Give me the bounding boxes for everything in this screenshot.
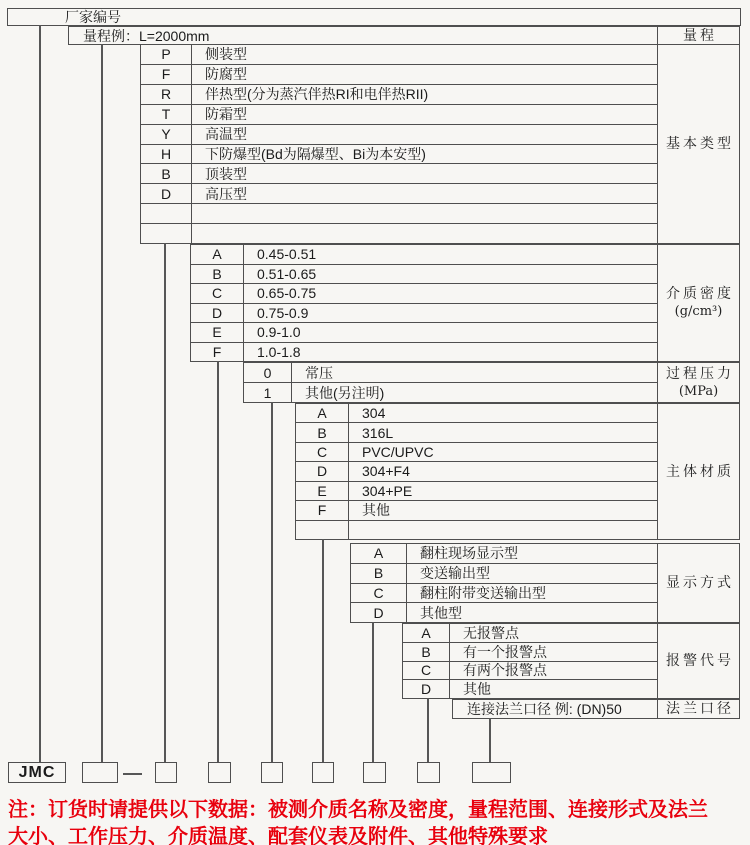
table-row bbox=[351, 563, 658, 583]
connector-line-density bbox=[217, 361, 219, 762]
code-box-alarm bbox=[417, 762, 440, 783]
code-box-pressure bbox=[261, 762, 283, 783]
desc-cell: 防腐型 bbox=[205, 66, 247, 83]
code-cell bbox=[296, 521, 349, 539]
ordering-note-line2: 大小、工作压力、介质温度、配套仪表及附件、其他特殊要求 bbox=[8, 826, 548, 845]
range-row bbox=[68, 26, 659, 45]
table-row bbox=[191, 303, 658, 323]
table-row bbox=[141, 183, 658, 203]
table-row bbox=[191, 283, 658, 303]
section-basic-type bbox=[140, 44, 659, 244]
table-row bbox=[141, 64, 658, 84]
section-display-mode bbox=[350, 543, 659, 623]
range-example-label: 量程例：L=2000mm bbox=[83, 27, 210, 44]
code-cell: B bbox=[191, 265, 244, 284]
table-row bbox=[453, 700, 658, 718]
table-row bbox=[191, 342, 658, 362]
label-basic-type: 基本类型 bbox=[657, 44, 740, 244]
desc-cell: 0.65-0.75 bbox=[257, 285, 317, 302]
desc-cell: 下防爆型(Bd为隔爆型、Bi为本安型) bbox=[205, 145, 426, 162]
code-cell: F bbox=[141, 65, 192, 84]
table-row bbox=[244, 363, 658, 382]
desc-cell: 有两个报警点 bbox=[463, 662, 547, 679]
section-body-material bbox=[295, 403, 659, 540]
code-cell: F bbox=[191, 343, 244, 362]
table-row bbox=[296, 461, 658, 480]
desc-cell: 0.75-0.9 bbox=[257, 304, 309, 321]
table-row bbox=[191, 245, 658, 264]
code-cell: B bbox=[351, 564, 407, 583]
desc-cell: 1.0-1.8 bbox=[257, 343, 301, 360]
table-row bbox=[351, 544, 658, 563]
table-row bbox=[141, 45, 658, 64]
desc-cell: 0.51-0.65 bbox=[257, 265, 317, 282]
connector-line-vendor bbox=[39, 25, 41, 762]
table-row bbox=[296, 442, 658, 461]
desc-cell: PVC/UPVC bbox=[362, 444, 434, 461]
desc-cell: 304+F4 bbox=[362, 463, 410, 480]
desc-cell: 防霜型 bbox=[205, 106, 247, 123]
section-medium-density bbox=[190, 244, 659, 362]
code-cell: E bbox=[191, 323, 244, 342]
table-row bbox=[244, 382, 658, 402]
code-box-range bbox=[82, 762, 118, 783]
connector-line-material bbox=[322, 539, 324, 762]
code-cell: 0 bbox=[244, 363, 292, 382]
desc-cell: 伴热型(分为蒸汽伴热RI和电伴热RII) bbox=[205, 86, 429, 103]
ordering-note-line1: 注：订货时请提供以下数据：被测介质名称及密度，量程范围、连接形式及法兰 bbox=[8, 799, 708, 821]
desc-cell: 顶装型 bbox=[205, 165, 247, 182]
code-cell: A bbox=[403, 624, 450, 642]
label-body-material: 主体材质 bbox=[657, 403, 740, 540]
desc-cell: 变送输出型 bbox=[420, 565, 490, 582]
ordering-note bbox=[8, 797, 746, 845]
vendor-code-label: 厂家编号 bbox=[65, 9, 121, 25]
desc-cell: 316L bbox=[362, 424, 394, 441]
desc-cell: 304+PE bbox=[362, 482, 413, 499]
desc-cell: 其他 bbox=[463, 681, 491, 698]
connector-line-basic-type bbox=[164, 243, 166, 762]
table-row bbox=[296, 481, 658, 500]
connector-line-display bbox=[372, 622, 374, 762]
code-cell: A bbox=[351, 544, 407, 563]
table-row bbox=[296, 404, 658, 422]
desc-cell: 有一个报警点 bbox=[463, 643, 547, 660]
code-cell: F bbox=[296, 501, 349, 519]
model-prefix-box: JMC bbox=[8, 762, 66, 783]
code-cell: 1 bbox=[244, 383, 292, 402]
vendor-code-row bbox=[7, 8, 741, 26]
code-cell: A bbox=[191, 245, 244, 264]
label-process-pressure: 过程压力 (MPa) bbox=[657, 362, 740, 403]
table-row bbox=[403, 679, 658, 698]
connector-line-pressure bbox=[271, 402, 273, 762]
connector-line-range bbox=[101, 44, 103, 762]
code-cell: C bbox=[191, 284, 244, 303]
desc-cell: 高温型 bbox=[205, 126, 247, 143]
code-cell: D bbox=[351, 603, 407, 622]
code-cell: E bbox=[296, 482, 349, 500]
section-flange-size bbox=[452, 699, 659, 719]
code-cell: D bbox=[141, 184, 192, 203]
table-row bbox=[141, 84, 658, 104]
desc-cell: 0.9-1.0 bbox=[257, 324, 301, 341]
code-cell: R bbox=[141, 85, 192, 104]
code-box-material bbox=[312, 762, 334, 783]
desc-cell bbox=[192, 224, 658, 243]
connector-line-flange bbox=[489, 718, 491, 762]
desc-cell: 翻柱附带变送输出型 bbox=[420, 584, 546, 601]
code-cell: H bbox=[141, 145, 192, 164]
label-flange-size: 法兰口径 bbox=[657, 699, 740, 719]
code-cell: D bbox=[296, 462, 349, 480]
label-medium-density: 介质密度 (g/cm³) bbox=[657, 244, 740, 362]
table-row bbox=[191, 322, 658, 342]
table-row bbox=[296, 422, 658, 441]
code-cell: C bbox=[296, 443, 349, 461]
code-cell bbox=[141, 204, 192, 223]
desc-cell: 侧装型 bbox=[205, 46, 247, 63]
code-box-display bbox=[363, 762, 386, 783]
code-box-basic-type bbox=[155, 762, 177, 783]
desc-cell: 其他 bbox=[362, 502, 390, 519]
table-row bbox=[403, 661, 658, 680]
table-row bbox=[296, 500, 658, 519]
code-cell: B bbox=[141, 164, 192, 183]
table-row bbox=[296, 520, 658, 539]
connector-line-alarm bbox=[427, 698, 429, 762]
desc-cell: 其他型 bbox=[420, 604, 462, 621]
label-display-mode: 显示方式 bbox=[657, 543, 740, 623]
table-row bbox=[141, 144, 658, 164]
label-alarm-code: 报警代号 bbox=[657, 623, 740, 699]
code-cell: P bbox=[141, 45, 192, 64]
table-row bbox=[141, 124, 658, 144]
desc-cell: 无报警点 bbox=[463, 624, 519, 641]
code-box-density bbox=[208, 762, 231, 783]
section-process-pressure bbox=[243, 362, 659, 403]
code-cell: B bbox=[403, 643, 450, 661]
table-row bbox=[141, 163, 658, 183]
code-cell: Y bbox=[141, 125, 192, 144]
table-row bbox=[191, 264, 658, 284]
section-alarm-code bbox=[402, 623, 659, 699]
code-cell: D bbox=[403, 680, 450, 698]
desc-cell: 304 bbox=[362, 405, 386, 422]
table-row bbox=[351, 583, 658, 603]
code-cell: A bbox=[296, 404, 349, 422]
desc-cell bbox=[192, 204, 658, 223]
desc-cell: 其他(另注明) bbox=[305, 384, 385, 401]
table-row bbox=[141, 104, 658, 124]
label-range: 量程 bbox=[657, 26, 740, 45]
desc-cell: 翻柱现场显示型 bbox=[420, 545, 518, 562]
code-cell: B bbox=[296, 423, 349, 441]
code-cell: T bbox=[141, 105, 192, 124]
code-cell: C bbox=[351, 584, 407, 603]
dash-separator bbox=[123, 773, 142, 775]
code-cell bbox=[141, 224, 192, 243]
table-row bbox=[141, 203, 658, 223]
code-cell: D bbox=[191, 304, 244, 323]
flange-desc: 连接法兰口径 例: (DN)50 bbox=[467, 701, 622, 717]
code-box-flange bbox=[472, 762, 511, 783]
table-row bbox=[141, 223, 658, 243]
desc-cell: 0.45-0.51 bbox=[257, 246, 317, 263]
table-row bbox=[403, 624, 658, 642]
desc-cell: 常压 bbox=[305, 364, 333, 381]
table-row bbox=[351, 602, 658, 622]
desc-cell bbox=[349, 521, 658, 539]
table-row bbox=[403, 642, 658, 661]
code-cell: C bbox=[403, 662, 450, 680]
desc-cell: 高压型 bbox=[205, 185, 247, 202]
